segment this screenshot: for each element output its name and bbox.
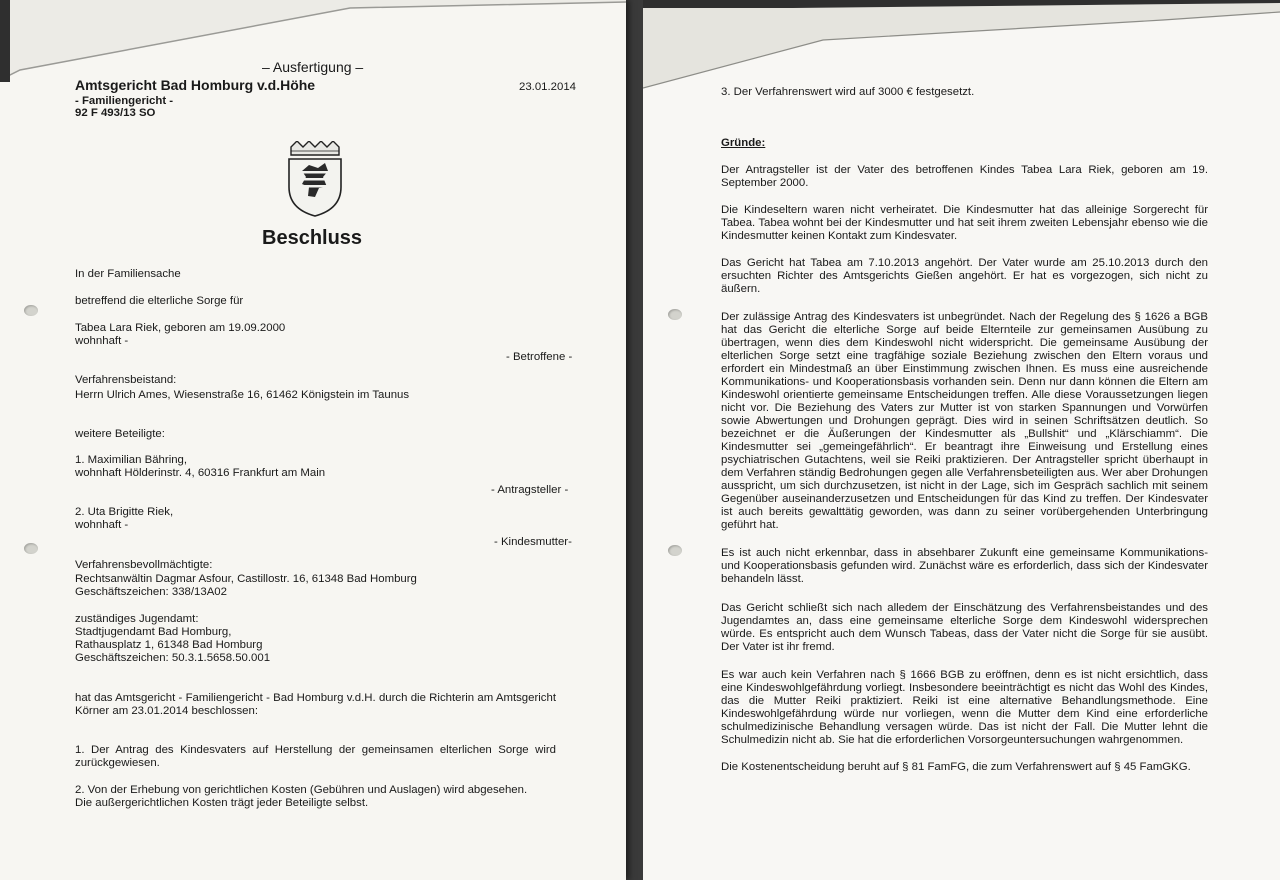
reasons-paragraph-7: Es war auch kein Verfahren nach § 1666 BGB zu eröffnen, denn es ist nicht ersichtlich, dass eine Kindeswohlgefährdung vorliegt. Insbesondere beeinträchtigt es nicht das Wohl des Kindes, das die Mutter Reiki praktiziert. Reiki ist eine alternative Behandlungsmethode. Eine Kindeswohlgefährdung würde nur vorliegen, wenn die Mutter dem Kind eine erforderliche schulmedizinische Behandlung versagen würde. Das ist nicht der Fall. Die Mutter lehnt die Schulmedizin nicht ab. Sie hat die erforderlichen Vorsorgeuntersuchungen wahrgenommen. — [721, 669, 1208, 746]
party1-name: 1. Maximilian Bähring, — [75, 454, 188, 466]
left-page — [0, 0, 626, 880]
reasons-paragraph-5: Es ist auch nicht erkennbar, dass in absehbarer Zukunft eine gemeinsame Kommunikations- und Kooperationsbasis gefunden wird. Zunächst wäre es erforderlich, dass sich der Kindesvater behandeln lässt. — [721, 547, 1208, 585]
ausfertigung-label: – Ausfertigung – — [262, 59, 364, 75]
folded-page-corner — [643, 0, 1280, 95]
reasons-paragraph-3: Das Gericht hat Tabea am 7.10.2013 angehört. Der Vater wurde am 25.10.2013 durch den ersuchten Richter des Amtsgerichts Gießen angehört. Er hat es vorgezogen, sich nicht zu äußern. — [721, 257, 1208, 295]
hesse-coat-of-arms — [285, 141, 345, 217]
punch-hole — [668, 545, 682, 556]
document-title: Beschluss — [262, 227, 363, 249]
lawyer-text: Rechtsanwältin Dagmar Asfour, Castillostr. 16, 61348 Bad Homburg — [75, 573, 417, 585]
guardian-text: Herrn Ulrich Ames, Wiesenstraße 16, 61462 Königstein im Taunus — [75, 389, 410, 401]
file-number: 92 F 493/13 SO — [75, 107, 156, 119]
ruling-2-line1: 2. Von der Erhebung von gerichtlichen Kosten (Gebühren und Auslagen) wird abgesehen. — [75, 784, 528, 796]
child-residence: wohnhaft - — [75, 335, 129, 347]
guardian-label: Verfahrensbeistand: — [75, 374, 177, 386]
youth-office-reference: Geschäftszeichen: 50.3.1.5658.50.001 — [75, 652, 271, 664]
reasons-paragraph-1: Der Antragsteller ist der Vater des betroffenen Kindes Tabea Lara Riek, geboren am 19. September 2000. — [721, 164, 1208, 189]
right-page — [643, 0, 1280, 880]
role-child: - Betroffene - — [506, 351, 573, 363]
ruling-2-line2: Die außergerichtlichen Kosten trägt jeder Beteiligte selbst. — [75, 797, 369, 809]
party2-address: wohnhaft - — [75, 519, 129, 531]
court-department: - Familiengericht - — [75, 95, 174, 107]
party2-role: - Kindesmutter- — [494, 536, 572, 548]
punch-hole — [668, 309, 682, 320]
lawyer-label: Verfahrensbevollmächtigte: — [75, 559, 213, 571]
party2-name: 2. Uta Brigitte Riek, — [75, 506, 174, 518]
subject-text: betreffend die elterliche Sorge für — [75, 295, 244, 307]
reasons-heading: Gründe: — [721, 137, 766, 149]
intro-text: In der Familiensache — [75, 268, 181, 280]
child-name: Tabea Lara Riek, geboren am 19.09.2000 — [75, 322, 286, 334]
youth-office-name: Stadtjugendamt Bad Homburg, — [75, 626, 232, 638]
ruling-3: 3. Der Verfahrenswert wird auf 3000 € festgesetzt. — [721, 86, 975, 98]
party1-address: wohnhaft Hölderinstr. 4, 60316 Frankfurt am Main — [75, 467, 326, 479]
other-parties-label: weitere Beteiligte: — [75, 428, 165, 440]
reasons-paragraph-2: Die Kindeseltern waren nicht verheiratet. Die Kindesmutter hat das alleinige Sorgerecht für Tabea. Tabea wohnt bei der Kindesmutter und hat seit ihrem zweiten Lebensjahr ebenso wie die Kindesmutter keinen Kontakt zum Kindesvater. — [721, 204, 1208, 242]
youth-office-address: Rathausplatz 1, 61348 Bad Homburg — [75, 639, 263, 651]
ruling-1: 1. Der Antrag des Kindesvaters auf Herstellung der gemeinsamen elterlichen Sorge wird zurückgewiesen. — [75, 744, 556, 769]
punch-hole — [24, 543, 38, 554]
document-date: 23.01.2014 — [519, 81, 577, 93]
reasons-paragraph-6: Das Gericht schließt sich nach alledem der Einschätzung des Verfahrensbeistandes und des Jugendamtes an, dass eine gemeinsame elterliche Sorge dem Kindeswohl widersprechen würde. Es entspricht auch dem Wunsch Tabeas, dass der Vater nicht die Sorge für sie ausübt. Der Vater ist ihr fremd. — [721, 602, 1208, 653]
reasons-paragraph-8: Die Kostenentscheidung beruht auf § 81 FamFG, die zum Verfahrenswert auf § 45 FamGKG. — [721, 761, 1191, 773]
lawyer-reference: Geschäftszeichen: 338/13A02 — [75, 586, 227, 598]
punch-hole — [24, 305, 38, 316]
decision-statement: hat das Amtsgericht - Familiengericht - Bad Homburg v.d.H. durch die Richterin am Amtsgericht Körner am 23.01.2014 beschlossen: — [75, 692, 556, 717]
party1-role: - Antragsteller - — [491, 484, 569, 496]
court-name: Amtsgericht Bad Homburg v.d.Höhe — [75, 77, 316, 93]
reasons-paragraph-4: Der zulässige Antrag des Kindesvaters ist unbegründet. Nach der Regelung des § 1626 a BGB hat das Gericht die elterliche Sorge auf beide Elternteile zur gemeinsamen Ausübung zu übertragen, wenn dies dem Kindeswohl nicht widerspricht. Die gemeinsame Ausübung der elterlichen Sorge setzt eine tragfähige soziale Beziehung zwischen den Eltern voraus und erfordert ein Mindestmaß an über Einstimmung zwischen Ihnen. Es muss eine ausreichende Kommunikations- und Kooperationsbasis vorhanden sein. Denn nur dann können die Eltern am Kindeswohl orientierte gemeinsame Entscheidungen treffen. Alle diese Voraussetzungen liegen nicht vor. Die Beziehung des Vaters zur Mutter ist von starken Spannungen und Vorwürfen sowie Abwertungen und Drohungen geprägt. Dies wird in seinen Schriftsätzen deutlich. So bezeichnet er die Äußerungen der Kindesmutter als „Bullshit“ und „Klärschiamm“. Die Kindesmutter sei „gemeingefährlich“. Er beantragt ihre Einweisung und Erstellung eines psychiatrischen Gutachtens, weil sie Reiki praktizieren. Der Antragsteller spricht überhaupt in dem Verfahren ständig Bedrohungen gegen alle Verfahrensbeteiligten aus. Wer aber Drohungen ausspricht, um sich durchzusetzen, ist nicht in der Lage, sich im Gespräch sachlich mit seinem Gegenüber auseinanderzusetzen und Entscheidungen für das Kind zu treffen. Der Kindesvater ist auch bereits gewalttätig geworden, was dann zu seiner vorübergehenden Unterbringung geführt hat. — [721, 311, 1208, 531]
youth-office-label: zuständiges Jugendamt: — [75, 613, 199, 625]
